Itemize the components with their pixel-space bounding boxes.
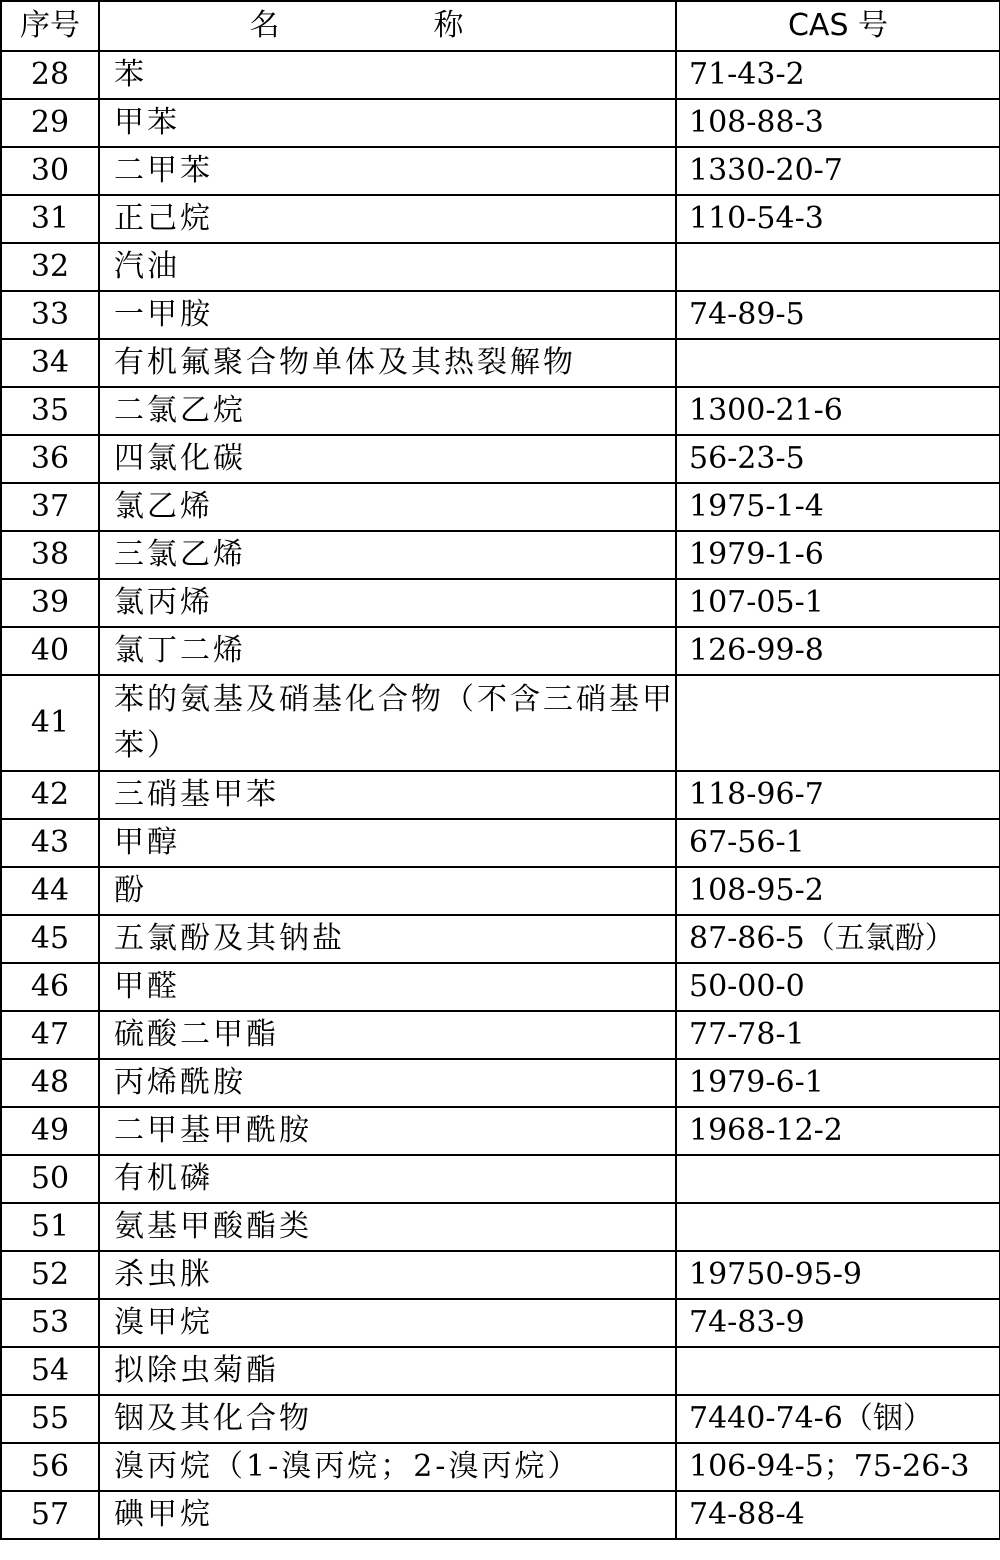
- row-cas: 1968-12-2: [676, 1107, 1000, 1155]
- row-number: 33: [1, 291, 99, 339]
- row-name: 甲醛: [99, 963, 676, 1011]
- table-row: [1, 1011, 1000, 1059]
- row-cas: 106-94-5；75-26-3: [676, 1443, 1000, 1491]
- row-name: 二甲基甲酰胺: [99, 1107, 676, 1155]
- table-row: [1, 1299, 1000, 1347]
- row-number: 48: [1, 1059, 99, 1107]
- row-cas: [676, 243, 1000, 291]
- table-row: [1, 819, 1000, 867]
- row-number: 41: [1, 675, 99, 771]
- table-row: [1, 579, 1000, 627]
- row-cas: [676, 1155, 1000, 1203]
- row-cas: 50-00-0: [676, 963, 1000, 1011]
- table-row: [1, 1203, 1000, 1251]
- table-row: [1, 51, 1000, 99]
- row-number: 42: [1, 771, 99, 819]
- row-number: 35: [1, 387, 99, 435]
- table-row: [1, 339, 1000, 387]
- row-cas: 1330-20-7: [676, 147, 1000, 195]
- row-name: 溴甲烷: [99, 1299, 676, 1347]
- row-name: 杀虫脒: [99, 1251, 676, 1299]
- header-no: 序号: [1, 1, 99, 51]
- table-row: [1, 1059, 1000, 1107]
- row-name: 氯乙烯: [99, 483, 676, 531]
- row-number: 30: [1, 147, 99, 195]
- row-cas: 74-89-5: [676, 291, 1000, 339]
- row-number: 40: [1, 627, 99, 675]
- table-row: [1, 1491, 1000, 1539]
- table-row: [1, 771, 1000, 819]
- row-cas: 67-56-1: [676, 819, 1000, 867]
- table-row: [1, 1251, 1000, 1299]
- row-name: 三氯乙烯: [99, 531, 676, 579]
- row-number: 43: [1, 819, 99, 867]
- row-name: 五氯酚及其钠盐: [99, 915, 676, 963]
- row-number: 44: [1, 867, 99, 915]
- table-row: [1, 195, 1000, 243]
- row-number: 39: [1, 579, 99, 627]
- row-cas: 7440-74-6（铟）: [676, 1395, 1000, 1443]
- row-name: 甲苯: [99, 99, 676, 147]
- row-number: 55: [1, 1395, 99, 1443]
- table-row: [1, 291, 1000, 339]
- row-number: 36: [1, 435, 99, 483]
- header-cas: CAS 号: [676, 1, 1000, 51]
- row-cas: 74-88-4: [676, 1491, 1000, 1539]
- row-name: 酚: [99, 867, 676, 915]
- row-number: 37: [1, 483, 99, 531]
- table-row: [1, 483, 1000, 531]
- row-cas: [676, 675, 1000, 771]
- row-number: 56: [1, 1443, 99, 1491]
- row-number: 54: [1, 1347, 99, 1395]
- table-row: [1, 1443, 1000, 1491]
- row-cas: 77-78-1: [676, 1011, 1000, 1059]
- header-name: 名 称: [99, 1, 676, 51]
- row-number: 28: [1, 51, 99, 99]
- table-row: [1, 99, 1000, 147]
- row-number: 31: [1, 195, 99, 243]
- row-number: 29: [1, 99, 99, 147]
- row-name: 正己烷: [99, 195, 676, 243]
- row-cas: 71-43-2: [676, 51, 1000, 99]
- row-cas: 1979-6-1: [676, 1059, 1000, 1107]
- table-row: [1, 531, 1000, 579]
- row-cas: [676, 1203, 1000, 1251]
- table-row: [1, 1107, 1000, 1155]
- row-name: 溴丙烷（1-溴丙烷；2-溴丙烷）: [99, 1443, 676, 1491]
- row-number: 38: [1, 531, 99, 579]
- row-cas: 19750-95-9: [676, 1251, 1000, 1299]
- table-row: [1, 675, 1000, 771]
- row-name: 拟除虫菊酯: [99, 1347, 676, 1395]
- row-cas: 1300-21-6: [676, 387, 1000, 435]
- table-body: [1, 51, 1000, 1539]
- table-row: [1, 1347, 1000, 1395]
- row-name: 丙烯酰胺: [99, 1059, 676, 1107]
- row-number: 57: [1, 1491, 99, 1539]
- row-name: 苯: [99, 51, 676, 99]
- row-number: 46: [1, 963, 99, 1011]
- row-name: 二甲苯: [99, 147, 676, 195]
- row-name: 铟及其化合物: [99, 1395, 676, 1443]
- row-name: 碘甲烷: [99, 1491, 676, 1539]
- row-number: 34: [1, 339, 99, 387]
- row-cas: 126-99-8: [676, 627, 1000, 675]
- table-row: [1, 627, 1000, 675]
- row-number: 52: [1, 1251, 99, 1299]
- row-cas: 108-88-3: [676, 99, 1000, 147]
- row-number: 47: [1, 1011, 99, 1059]
- row-cas: 74-83-9: [676, 1299, 1000, 1347]
- table-row: [1, 963, 1000, 1011]
- header-row: [1, 1, 1000, 51]
- row-number: 49: [1, 1107, 99, 1155]
- row-number: 50: [1, 1155, 99, 1203]
- row-cas: 110-54-3: [676, 195, 1000, 243]
- table-row: [1, 915, 1000, 963]
- table-row: [1, 243, 1000, 291]
- row-name: 苯的氨基及硝基化合物（不含三硝基甲苯）: [99, 675, 676, 771]
- row-cas: [676, 1347, 1000, 1395]
- row-number: 32: [1, 243, 99, 291]
- table-row: [1, 147, 1000, 195]
- row-cas: 107-05-1: [676, 579, 1000, 627]
- row-name: 汽油: [99, 243, 676, 291]
- row-name: 一甲胺: [99, 291, 676, 339]
- row-name: 氨基甲酸酯类: [99, 1203, 676, 1251]
- row-name: 甲醇: [99, 819, 676, 867]
- row-cas: 108-95-2: [676, 867, 1000, 915]
- table-row: [1, 387, 1000, 435]
- row-name: 硫酸二甲酯: [99, 1011, 676, 1059]
- row-name: 氯丁二烯: [99, 627, 676, 675]
- row-cas: 87-86-5（五氯酚）: [676, 915, 1000, 963]
- row-name: 有机氟聚合物单体及其热裂解物: [99, 339, 676, 387]
- table-row: [1, 1155, 1000, 1203]
- row-cas: 118-96-7: [676, 771, 1000, 819]
- row-name: 氯丙烯: [99, 579, 676, 627]
- row-number: 53: [1, 1299, 99, 1347]
- row-name: 有机磷: [99, 1155, 676, 1203]
- row-name: 三硝基甲苯: [99, 771, 676, 819]
- row-number: 45: [1, 915, 99, 963]
- row-cas: 1975-1-4: [676, 483, 1000, 531]
- row-cas: 1979-1-6: [676, 531, 1000, 579]
- row-cas: [676, 339, 1000, 387]
- row-cas: 56-23-5: [676, 435, 1000, 483]
- table-row: [1, 435, 1000, 483]
- table-row: [1, 1395, 1000, 1443]
- row-name: 四氯化碳: [99, 435, 676, 483]
- table-row: [1, 867, 1000, 915]
- row-number: 51: [1, 1203, 99, 1251]
- row-name: 二氯乙烷: [99, 387, 676, 435]
